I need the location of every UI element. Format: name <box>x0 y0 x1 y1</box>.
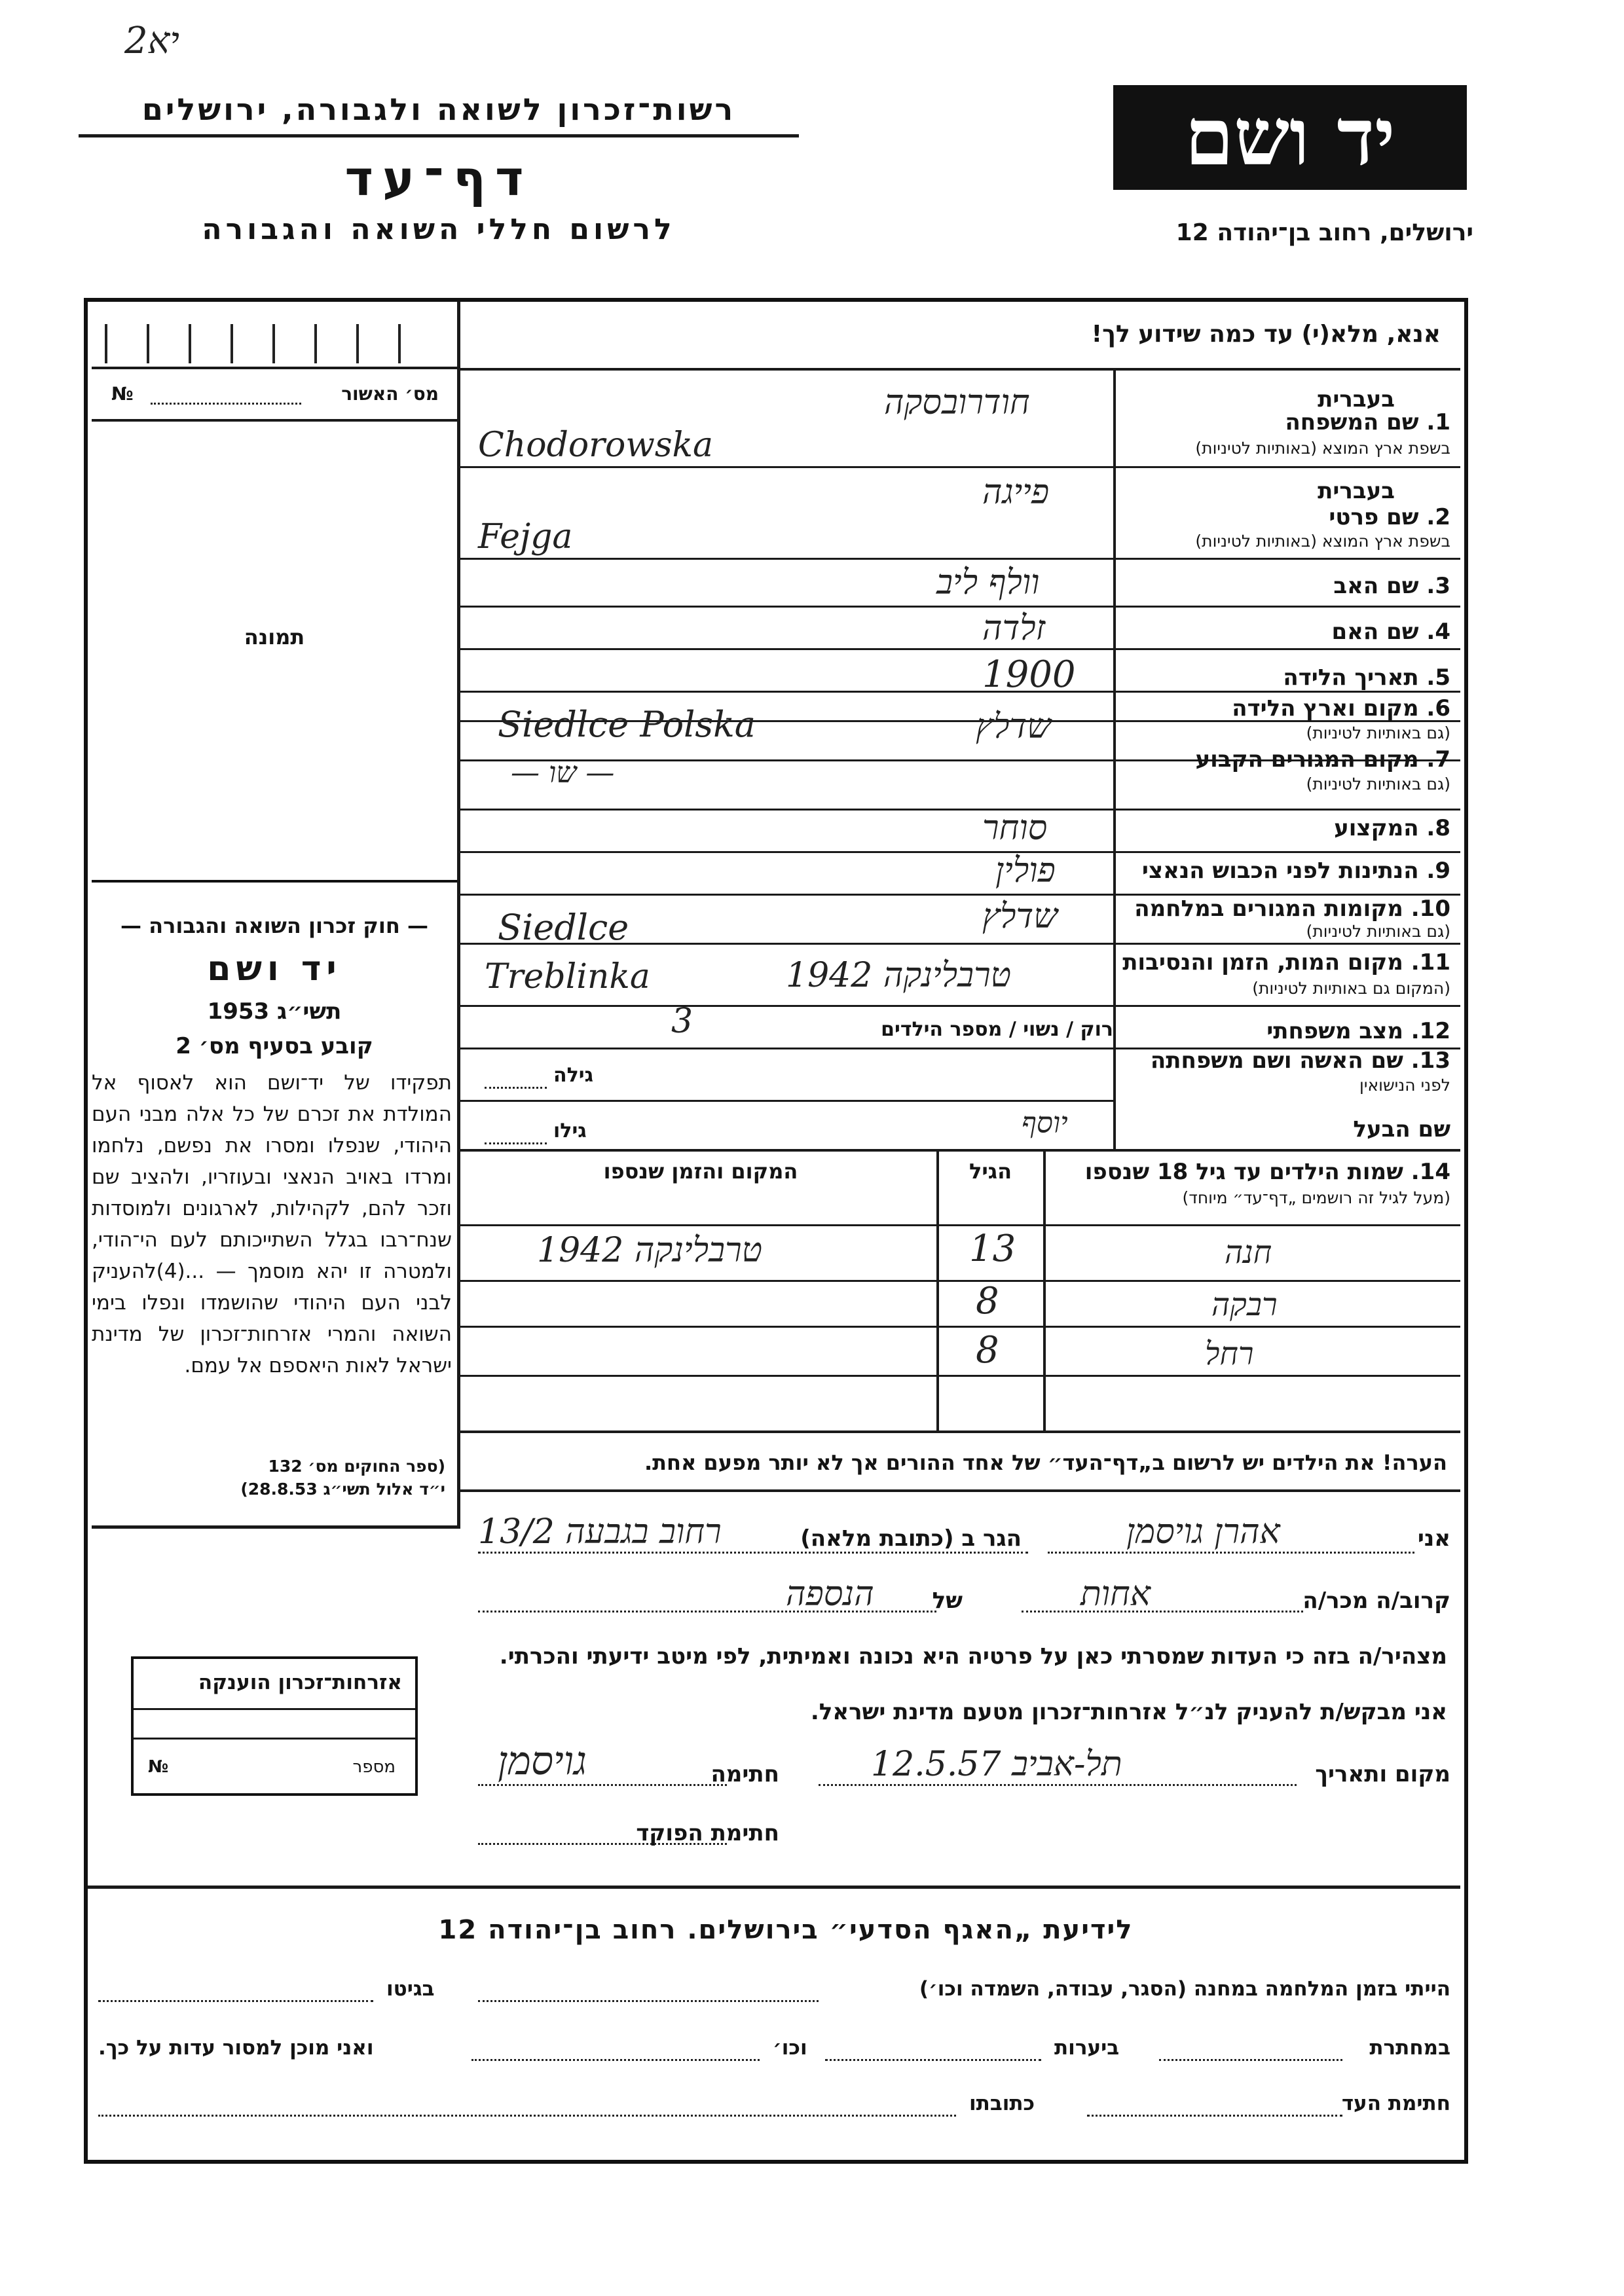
photo-label: תמונה <box>244 625 305 649</box>
child-3-age[interactable]: 8 <box>976 1329 999 1372</box>
bottom-line2-a: במחתרת <box>1369 2036 1450 2060</box>
form-title: דף־עד <box>344 151 533 207</box>
f11-latin-value[interactable]: Treblinka <box>485 957 650 996</box>
citizenship-number-label: מספר <box>352 1757 396 1777</box>
bottom-line2-b: ביערות <box>1054 2036 1120 2060</box>
of-label: של <box>932 1588 963 1614</box>
declaration-text: מצהיר/ה בזה כי העדות שמסרתי כאן על פרטיה היא נכונה ואמיתית, לפי מיטב ידיעתי והכרתי. <box>499 1643 1447 1669</box>
f11-sub: (המקום גם באותיות לטיניות) <box>1252 979 1450 998</box>
f2-hebrew-value[interactable]: פייגה <box>982 473 1050 512</box>
declarant-address[interactable]: רחוב בגבעה 13/2 <box>478 1512 722 1552</box>
yad-vashem-logo: יד ושם <box>1113 85 1467 190</box>
child-3-name[interactable]: רחל <box>1205 1336 1254 1372</box>
f9-label: 9. הנתינות לפני הכבוש הנאצי <box>1141 858 1450 884</box>
f1-hebrew-tag: בעברית <box>1318 386 1395 412</box>
f5-value[interactable]: 1900 <box>982 653 1076 696</box>
f13-husband-label: שם הבעל <box>1353 1116 1450 1142</box>
f14-age-header: הגיל <box>969 1159 1012 1184</box>
header-address: ירושלים, רחוב בן־יהודה 12 <box>1175 219 1473 246</box>
signature-value[interactable]: גויסמן <box>498 1738 587 1784</box>
f13-age-label: גילה <box>553 1064 593 1087</box>
bottom-line3-a: חתימת העד <box>1341 2092 1450 2115</box>
authority-title: רשות־זכרון לשואה ולגבורה, ירושלים <box>141 92 736 127</box>
f5-label: 5. תאריך הלידה <box>1283 665 1450 691</box>
f2-label: 2. שם פרטי <box>1329 504 1450 530</box>
citizenship-number-prefix: № <box>148 1757 169 1777</box>
f2-latin-value[interactable]: Fejga <box>478 517 573 556</box>
f13-label: 13. שם האשה ושם משפחתה <box>1150 1048 1450 1074</box>
f1-sub: בשפת ארץ המוצא (באותיות לטיניות) <box>1195 439 1450 458</box>
bottom-line1-end: בגיטו <box>386 1977 435 2001</box>
citizenship-title: אזרחות־זכרון הוענקה <box>198 1671 402 1694</box>
note-text: הערה! את הילדים יש לרשום ב„דף־העד״ של אחד ההורים אך לא יותר מפעם אחת. <box>644 1450 1447 1475</box>
f3-value[interactable]: וולף ליב <box>936 563 1040 602</box>
bottom-title: לידיעת „האגף הסדעי״ בירושלים. רחוב בן־יהודה 12 <box>438 1915 1134 1945</box>
bottom-line1: הייתי בזמן המלחמה במחנה (הסגר, עבודה, השמדה וכו׳) <box>919 1977 1450 2001</box>
f6-hebrew-value[interactable]: שדלץ <box>976 707 1052 746</box>
law-text: תפקידו של יד־ושם הוא לאסוף אל המולדת את זכרם של כל אלה מבני העם היהודי, שנפלו ומסרו את נפשם, נלחמו ומרדו באויב הנאצי ובעוזריו, ולהציב שם וזכר להם, לקהילות, לארגונים ולמוסדות שנח־רבו בגלל השתייכותם לעם הי־הודי, ולמטרה זו יהא מוסמך — ...(4)להעניק לבני העם היהודי שהושמדו ונפלו בימי השואה והמרי אזרחות־זכרון של מדינת ישראל לאות היאספם אל עמם. <box>92 1071 452 1377</box>
f8-label: 8. המקצוע <box>1334 815 1450 841</box>
f4-label: 4. שם האם <box>1331 619 1450 645</box>
f2-sub: בשפת ארץ המוצא (באותיות לטיניות) <box>1195 532 1450 551</box>
f1-hebrew-value[interactable]: חודרובסקה <box>884 383 1030 422</box>
f4-value[interactable]: זלדה <box>982 609 1046 648</box>
f3-label: 3. שם האב <box>1333 573 1450 599</box>
f10-sub: (גם באותיות לטיניות) <box>1306 922 1450 941</box>
place-date-value[interactable]: תל-אביב 12.5.57 <box>871 1745 1122 1784</box>
intro-text: אנא, מלא(י) עד כמה שידוע לך! <box>1091 321 1441 348</box>
f12-label: 12. מצב משפחתי <box>1266 1018 1450 1044</box>
f14-label: 14. שמות הילדים עד גיל 18 שנספו <box>1084 1159 1450 1185</box>
place-date-label: מקום ותאריך <box>1315 1761 1450 1787</box>
form-subtitle: לרשום חללי השואה והגבורה <box>202 213 676 246</box>
law-name: יד ושם <box>207 949 342 989</box>
declarant-name[interactable]: אהרן גויסמן <box>1126 1512 1280 1552</box>
law-title: — חוק זכרון השואה והגבורה — <box>120 913 428 938</box>
cert-number-prefix: № <box>111 383 134 405</box>
f7-value[interactable]: — שו — <box>511 756 615 790</box>
of-value[interactable]: הנספה <box>786 1575 874 1614</box>
law-ref-1: (ספר החוקים מס׳ 132 <box>268 1457 445 1476</box>
relative-label: קרוב/ה מכר/ה <box>1302 1588 1450 1614</box>
bottom-line2-end: ואני מוכן למסור עדות על כך. <box>98 2036 374 2060</box>
f14-sub: (מעל לגיל זה רושמים „דף־עד״ מיוחד) <box>1182 1188 1450 1207</box>
f12-children[interactable]: 3 <box>671 1002 693 1041</box>
photo-area <box>92 422 457 883</box>
f10-latin-value[interactable]: Siedlce <box>498 907 629 948</box>
f13-sub: לפני הנישואין <box>1359 1076 1450 1095</box>
relation-value[interactable]: אחות <box>1080 1575 1151 1614</box>
f6-latin-value[interactable]: Siedlce Polska <box>498 704 756 745</box>
child-1-age[interactable]: 13 <box>969 1228 1016 1270</box>
declarant-i-label: אני <box>1417 1525 1450 1552</box>
f1-latin-value[interactable]: Chodorowska <box>478 426 714 465</box>
child-2-age[interactable]: 8 <box>976 1280 999 1322</box>
law-ref-2: י״ד אלול תשי״ג 28.8.53) <box>240 1480 445 1499</box>
child-2-name[interactable]: רבקה <box>1211 1286 1278 1323</box>
f6-label: 6. מקום וארץ הלידה <box>1232 695 1450 721</box>
f14-place-header: המקום והזמן שנספו <box>603 1159 798 1184</box>
child-1-place[interactable]: טרבלינקה 1942 <box>537 1231 763 1270</box>
law-year: תשי״ג 1953 <box>207 998 342 1025</box>
f10-hebrew-value[interactable]: שדלץ <box>982 897 1058 936</box>
signature-label: חתימה <box>710 1761 779 1787</box>
tick-marks <box>105 324 439 363</box>
f8-value[interactable]: סוחר <box>982 809 1048 848</box>
f6-sub: (גם באותיות לטיניות) <box>1306 723 1450 742</box>
law-clause: קובע בסעיף מס׳ 2 <box>175 1033 373 1059</box>
child-1-name[interactable]: חנה <box>1225 1234 1272 1271</box>
f2-hebrew-tag: בעברית <box>1318 478 1395 504</box>
f13-husband-value[interactable]: יוסף <box>1022 1106 1068 1140</box>
f10-label: 10. מקומות המגורים במלחמה <box>1134 896 1450 922</box>
f13-husband-age-label: גילו <box>553 1120 587 1142</box>
cert-number-label: מס׳ האשור <box>341 383 439 405</box>
citizenship-box <box>131 1656 418 1796</box>
bottom-line2-c: וכו׳ <box>773 2036 807 2060</box>
f9-value[interactable]: פולין <box>995 851 1056 890</box>
f12-options: רוק / נשוי / מספר הילדים <box>881 1018 1113 1041</box>
f7-sub: (גם באותיות לטיניות) <box>1306 774 1450 793</box>
f11-label: 11. מקום המות, הזמן והנסיבות <box>1122 949 1450 975</box>
f1-label: 1. שם המשפחה <box>1285 409 1450 435</box>
f7-label: 7. מקום המגורים הקבוע <box>1195 746 1450 773</box>
f11-hebrew-value[interactable]: טרבלינקה 1942 <box>786 956 1012 995</box>
official-signature-label: חתימת הפוקד <box>636 1820 779 1846</box>
corner-note: 2יא <box>124 20 179 62</box>
request-text: אני מבקש/ת להעניק לנ״ל אזרחות־זכרון מטעם מדינת ישראל. <box>810 1699 1447 1725</box>
bottom-line3-b: כתובתו <box>969 2092 1035 2115</box>
declarant-living-label: הגר ב (כתובת מלאה) <box>800 1525 1022 1552</box>
